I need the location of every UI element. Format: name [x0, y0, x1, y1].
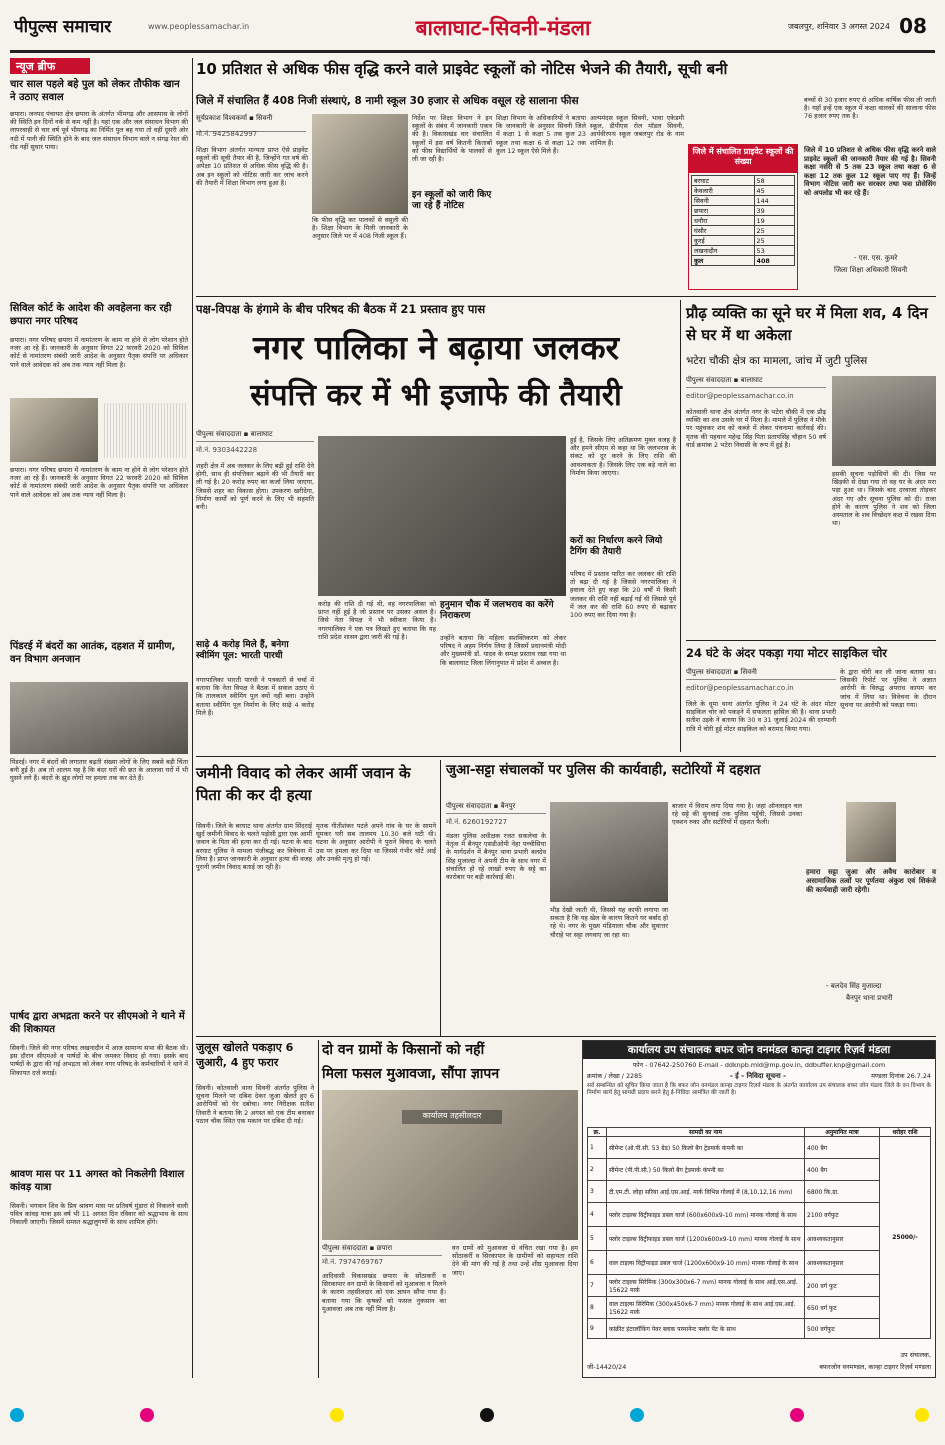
table-cell: सीमेन्ट (पी.पी.सी.) 50 किलो बैग ट्रेडमार्क कंपनी का — [607, 1159, 805, 1181]
brief-title-4[interactable]: पार्षद द्वारा अभद्रता करने पर सीएमओ ने थाने में की शिकायत — [10, 1011, 185, 1035]
lead-photo-caption: कि फीस वृद्धि कर पालकों से वसूली की है। शिक्षा विभाग के मिली जानकारी के अनुसार जिले भर में 408 निजी स्कूल हैं। — [312, 216, 408, 241]
brief-title-1[interactable]: चार साल पहले बहे पुल को लेकर तौफीक खान ने उठाए सवाल — [10, 79, 180, 103]
nagar-kicker: पक्ष-विपक्ष के हंगामे के बीच परिषद की बैठक में 21 प्रस्ताव हुए पास — [196, 302, 486, 316]
table-cell: फ्लोर टाइल्स विट्रीफाइड डबल चार्ज (1200x600x9-10 mm) मानक गोलाई के साथ — [607, 1227, 805, 1251]
table-cell: 650 वर्ग फुट — [805, 1297, 880, 1319]
nagar-sub-1: साढ़े 4 करोड़ मिले हैं, बनेगा स्वीमिंग पूल: भारती पारधी — [196, 640, 289, 661]
juloos-text: सिवनी। कोतवाली थाना सिवनी अंतर्गत पुलिस ने सूचना मिलने पर दबिश देकर जुआ खेलते हुए 6 आरोपियों को घेर दबोचा। नगर निरीक्षक सतीश तिवारी ने बताया कि 2 अगस्त को एक टीम बनाकर पठान चौक स्थित एक मकान पर दबिश दी गई। — [196, 1084, 314, 1125]
vanagram-text: आदिवासी विकासखंड छपारा के सोंठाकर्री व सिरकापार वन ग्रामों के किसानों को मुआवजा न मिलने के कारण तहसीलदार को एक ज्ञापन सौंपा गया है। बताया गया कि कृषकों को फसल नुकसान का मुआवजा अब तक नहीं मिला है। — [322, 1272, 446, 1313]
website-url[interactable]: www.peoplessamachar.in — [148, 22, 250, 31]
table-row — [692, 196, 795, 206]
nagar-headline-1[interactable]: नगर पालिका ने बढ़ाया जलकर — [252, 328, 620, 367]
lower-rule — [196, 1036, 936, 1037]
vanagram-photo-label: कार्यालय तहसीलदार — [402, 1110, 502, 1124]
brief-filler — [104, 403, 188, 458]
table-cell: 408 — [754, 256, 794, 266]
table-cell: छपारा — [692, 206, 755, 216]
brief-text-4: सिवनी। जिले की नगर परिषद लखनादौन में आज सामान्य सभा की बैठक थी। इस दौरान सीएमओ व पार्षदों के बीच जमकर विवाद हो गया। इसके बाद पार्षदों के द्वारा की गई अभद्रता को लेकर नगर परिषद के कर्मचारियों ने थाने में शिकायत दर्ज कराई। — [10, 1044, 188, 1077]
juloos-headline[interactable]: जुलूस खोलते पकड़ाए 6 जुआरी, 4 हुए फरार — [196, 1041, 294, 1069]
vridh-byline-name: पीपुल्स संवाददाता — [686, 376, 732, 384]
nagar-byline-place: बालाघाट — [250, 430, 273, 438]
table-cell: 1 — [588, 1137, 607, 1159]
table-row — [588, 1159, 931, 1181]
tender-date: मण्डला दिनांक 26.7.24 — [871, 1072, 931, 1080]
mid-rule — [196, 756, 936, 757]
table-row — [588, 1203, 931, 1227]
table-row — [692, 246, 795, 256]
page-number: 08 — [899, 14, 927, 38]
tender-notice — [582, 1040, 936, 1378]
table-row — [692, 226, 795, 236]
brief-photo-nagar-parishad — [10, 398, 98, 462]
table-cell: सिवनी — [692, 196, 755, 206]
tender-footer-right-1: उप संचालक, — [900, 1351, 931, 1359]
nagar-col-3: उन्होंने बताया कि महिला सशक्तिकरण को लेकर परिषद ने अहम निर्णय लिया है जिसमें प्रधानमंत्री मोदी और मुख्यमंत्री डॉ. यादव के समक्ष प्रस्ताव रखा गया था कि बालाघाट जिला लिंगानुपात में प्रदेश में अव्वल है। — [440, 634, 566, 667]
table-cell: 25 — [754, 236, 794, 246]
tender-intro: सर्व सम्बन्धित को सूचित किया जाता है कि बफर जोन वनमंडल कान्हा टाइगर रिज़र्व मंडला के अंतर्गत कार्यालय उप संचालक बफर जोन मंडला जिले के वन विभाग के निर्माण कार्य हेतु सामग्री प्रदाय करने हेतु ई-निविदा आमंत्रित की जाती है। — [587, 1083, 931, 1097]
zameen-text-2: मृतक गीतीशंकर पटले अपने गांव के घर के सामने घूमकर घरी सब तालमय 10.30 बजे घटी थी। घटना के अनुसार आरोपी ने पुराने विवाद के चलते उस पर हमला कर दिया था जिससे गंभीर चोटें आईं और उनकी मृत्यु हो गई। — [316, 822, 436, 863]
vanagram-photo — [322, 1090, 578, 1240]
cmyk-mark — [630, 1408, 644, 1422]
table-cell: आवश्यकतानुसार — [805, 1227, 880, 1251]
tender-contact: फोन - 07642-250760 E-mail - ddknpb.mld@mp.gov.in, ddbuffer.knp@gmail.com — [632, 1061, 886, 1069]
table-row — [588, 1251, 931, 1275]
table-cell: 200 वर्ग फुट — [805, 1275, 880, 1297]
lead-col-1: शिक्षा विभाग अंतर्गत मान्यता प्राप्त ऐसे प्राइवेट स्कूलों की सूची तैयार की है, जिन्होंने गत वर्ष की अपेक्षा 10 प्रतिशत से अधिक फीस वृद्धि की है। अब इन स्कूलों को नोटिस जारी कर जांच करने की तैयारी में शिक्षा विभाग लगा हुआ है। — [196, 146, 308, 187]
brief-title-5[interactable]: श्रावण मास पर 11 अगस्त को निकलेगी विशाल कांवड़ यात्रा — [10, 1169, 185, 1193]
table-cell: धनौरा — [692, 216, 755, 226]
nagar-right-rule — [680, 300, 681, 752]
jua-quote-box — [806, 802, 936, 1032]
table-cell: 6800 कि.ग्रा. — [805, 1181, 880, 1203]
table-row — [692, 236, 795, 246]
brief-text-3: पिंडरई। नगर में बंदरों की लगातार बढ़ती संख्या लोगों के लिए सबसे बड़ी चिंता बनी हुई है। अब तो आलम यह है कि बंदर घरों की छत के आलावा घरों में भी घुसने लगे हैं। बंदरों के झुंड लोगों पर हमला तक कर देते हैं। — [10, 758, 188, 783]
tender-ref: क्रमांक / लेखा / 2285 — [587, 1072, 643, 1080]
table-row — [588, 1181, 931, 1203]
brief-text-5: सिवनी। भगवान शिव के प्रिय श्रावण मास पर प्रतिवर्ष मुंडारा से निकलने वाली पवित्र कांवड़ यात्रा इस वर्ष भी 11 अगस्त दिन रविवार को श्रद्धाभाव के साथ निकाली जाएगी। जिसमें समस्त श्रद्धालुगणों के साथ शामिल होंगे। — [10, 1202, 188, 1227]
left-column-rule — [192, 58, 193, 1378]
table-header: सामग्री का नाम — [607, 1128, 805, 1137]
lead-col-4: शिक्षा विभाग के अधिकारियों ने बताया कि जानकारी के अनुसार सिवनी जिले में कक्षा 1 से कक्षा 5 तक कुल 23 स्कूल तथा कक्षा 6 से कक्षा 12 तक कुल 12 स्कूल ऐसे मिले हैं। — [496, 114, 586, 155]
table-cell: 7 — [588, 1275, 607, 1297]
news-brief-label: न्यूज ब्रीफ — [10, 58, 90, 74]
brand-logo: पीपुल्स समाचार — [14, 17, 112, 37]
table-cell: 45 — [754, 186, 794, 196]
nagar-byline: पीपुल्स संवाददाता ▪ बालाघाट — [196, 430, 314, 442]
table-cell: 500 वर्गफुट — [805, 1319, 880, 1339]
vanagram-byline-name: पीपुल्स संवाददाता — [322, 1244, 368, 1252]
table-row — [588, 1227, 931, 1251]
lead-note-box — [804, 146, 936, 292]
table-cell: 58 — [754, 176, 794, 186]
jua-text-2: भीड़ देखी जाती थी, जिससे यह काफी लगाया जा सकता है कि यह खेल के कारण कितने घर बर्बाद हो रहे थे। नगर के मुख्य मंडियाला चौक और सुवात्तर चौराहे पर सट्टा लगवाए जा रहा था। — [550, 906, 668, 939]
vanagram-byline-place: छपारा — [376, 1244, 393, 1252]
lead-subhead: जिले में संचालित हैं 408 निजी संस्थाएं, 8 नामी स्कूल 30 हजार से अधिक वसूल रहे सालाना फीस — [196, 95, 579, 107]
vanagram-byline: पीपुल्स संवाददाता ▪ छपारा — [322, 1244, 442, 1256]
cmyk-mark — [330, 1408, 344, 1422]
table-cell: कुल — [692, 256, 755, 266]
jua-phone: मो.नं. 6260192727 — [446, 818, 508, 826]
cmyk-mark — [10, 1408, 24, 1422]
table-cell: 5 — [588, 1227, 607, 1251]
nagar-sub-3: करों का निर्धारण करने जियो टैगिंग की तैयारी — [570, 536, 663, 557]
lead-col-3: निर्देश पर शिक्षा विभाग ने इन स्कूलों के संबंध में जानकारी एकत्र की है। विकासखंड वार संचालित स्कूलों में इस वर्ष कितनी किताबों को फीस विद्यार्थियों के पालकों से ली जा रही है। — [412, 114, 492, 164]
nagar-col-2: करोड़ की राशि दी गई थी, वह नगरपालिका को प्राप्त नहीं हुई है जो प्रस्ताव पर उसका असल है। जिसे नेता विपक्ष ने भी स्वीकार किया है। नगरपालिका ने एक पत्र लिखते हुए बताया कि यह राशि प्रदेश शासन द्वारा जारी की गई है। — [318, 600, 436, 641]
jua-quote: हमारा सट्टा जुआ और अवैध कारोबार व असामाजिक तत्वों पर पूर्णतया अंकुश एवं शिकंजे की कार्यवाही जारी रहेगी। — [806, 868, 936, 894]
nagar-headline-2[interactable]: संपत्ति कर में भी इजाफे की तैयारी — [250, 378, 622, 413]
tender-title: कार्यालय उप संचालक बफर जोन वनमंडल कान्हा टाइगर रिज़र्व मंडला — [583, 1041, 935, 1059]
table-row — [588, 1275, 931, 1297]
lead-photo-school — [312, 114, 408, 214]
jua-photo-police — [550, 802, 668, 902]
schools-table — [691, 175, 795, 266]
table-cell: केवलारी — [692, 186, 755, 196]
cmyk-mark — [790, 1408, 804, 1422]
schools-table-box — [688, 144, 798, 290]
brief-photo-monkeys — [10, 682, 188, 754]
zameen-right-rule — [440, 760, 441, 1036]
table-cell: फ्लोर टाइल्स विट्रीफाइड डबल चार्ज (600x600x9-10 mm) मानक गोलाई के साथ — [607, 1203, 805, 1227]
table-cell: 400 बैग — [805, 1159, 880, 1181]
table-cell: घंसौर — [692, 226, 755, 236]
jua-byline: पीपुल्स संवाददाता ▪ बैनपुर — [446, 802, 546, 814]
nagar-sub-2: हनुमान चौक में जलभराव का करेंगे निराकरण — [440, 600, 554, 621]
table-header: अनुमानित मात्रा — [805, 1128, 880, 1137]
motor-text: जिले के धूमा थाना अंतर्गत पुलिस ने 24 घंटे के अंदर मोटर साइकिल चोर को पकड़ने में सफलता हासिल की है। थाना प्रभारी सतीश उइके ने बताया कि 30 व 31 जुलाई 2024 की दरम्यानी रात्रि में चोरी हुई मोटर साइकिल को बरामद किया गया। — [686, 700, 836, 733]
table-cell: 2100 वर्गफुट — [805, 1203, 880, 1227]
tender-footer-left: जी-14420/24 — [587, 1363, 627, 1371]
table-header: क्र. — [588, 1128, 607, 1137]
zameen-headline[interactable]: जमीनी विवाद को लेकर आर्मी जवान के पिता की कर दी हत्या — [196, 764, 411, 804]
nagar-byline-name: पीपुल्स संवाददाता — [196, 430, 242, 438]
lead-phone: मो.नं. 9425842997 — [196, 130, 258, 138]
table-cell: 3 — [588, 1181, 607, 1203]
table-cell: 19 — [754, 216, 794, 226]
jua-quote-photo — [846, 802, 896, 862]
lead-note-sign: - एस. एस. कुमरे — [854, 254, 898, 262]
schools-table-title: जिले में संचालित प्राइवेट स्कूलों की संख्या — [689, 145, 797, 173]
lead-headline[interactable]: 10 प्रतिशत से अधिक फीस वृद्धि करने वाले प्राइवेट स्कूलों को नोटिस भेजने की तैयारी, सूची बनी — [196, 60, 728, 78]
table-cell: 39 — [754, 206, 794, 216]
brief-text-1: छपारा। जनपद पंचायत क्षेत्र छपारा के अंतर्गत भीमगढ़ और आसपास के लोगों की स्थिति इन दिनों नर्क से कम नहीं है। यहां एक और जल संसाधन विभाग की लापरवाही से चार वर्ष पूर्व भीमगढ़ का निर्मित पुल बह गया तो वहीं दूसरी ओर नदी में पानी की स्थिति होने के बाद जल संसाधन विभाग वाले न संगढ़ रेस्त की रोड नहीं सुधार पाया। — [10, 110, 188, 151]
table-header-row — [588, 1128, 931, 1137]
cmyk-mark — [480, 1408, 494, 1422]
nagar-col-1: शहरी क्षेत्र में अब जलकर के लिए बढ़ी हुई राशि देने होगी, साथ ही संपत्तिकर बढ़ाने की भी तैयारी कर ली गई है। 20 करोड़ रुपए का कर्जा लिया जाएगा, जिससे शहर का विकास होगा। उपकरण खरीदेगा, निर्माण कार्यों को पूर्ण करने के लिए भी सहमति बनी। — [196, 462, 314, 512]
table-cell: टी.एम.टी. लोहा सरिया आई.एस.आई. मार्क विभिन्न गोलाई में (8,10,12,16 mm) — [607, 1181, 805, 1203]
table-cell: बरघाट — [692, 176, 755, 186]
cmyk-mark — [140, 1408, 154, 1422]
nagar-col-4b: परिषद में प्रस्ताव पारित कर जलकर की राशि तो बढ़ा दी गई है जिससे नगरपालिका ने हवाला देते हुए कहा कि 20 वर्षों में किसी जलकर की राशि नहीं बढ़ाई गई थी जिससे पूर्व में जल कर की राशि 60 रुपए से बढ़ाकर 100 रुपए कर दिया गया है। — [570, 570, 676, 620]
nagar-col-4: हुई है, जिसके लिए अतिक्रमण मुक्त वजह है और हमने सीएम से कहा था कि जलभराव के संकट को दूर करने के लिए राशि की आवश्यकता है। जिसके लिए एक बड़े नाले का निर्माण किया जाएगा। — [570, 436, 676, 477]
table-row — [588, 1137, 931, 1159]
brief-title-2[interactable]: सिविल कोर्ट के आदेश की अवहेलना कर रही छपारा नगर परिषद — [10, 303, 172, 327]
table-row — [692, 256, 795, 266]
motor-byline: पीपुल्स संवाददाता ▪ सिवनी — [686, 668, 836, 680]
lead-col-5: अल्पमंदस स्कूल सिवनी, भावा एकेडमी स्कूल, डीपीएस रोल मॉडल सिवनी, आर्यवीरपथ स्कूल जबलपुर रोड के नाम शामिल हैं। — [590, 114, 684, 147]
jua-text-3: बाजार में विराम लगा दिया गया है। जहां ऑनलाइन चल रहे सट्टे की सुनवाई तक पुलिस पहुँची, जिससे उनका एक्शन रुका और सटोरियों में दहशत फैली। — [672, 802, 802, 827]
nagar-phone: मो.नं. 9303442228 — [196, 446, 258, 454]
motor-headline[interactable]: 24 घंटे के अंदर पकड़ा गया मोटर साइकिल चोर — [686, 646, 888, 660]
jua-byline-name: पीपुल्स संवाददाता — [446, 802, 492, 810]
table-cell: 53 — [754, 246, 794, 256]
vridh-byline-place: बालाघाट — [740, 376, 763, 384]
deposit-cell: 25000/- — [880, 1137, 931, 1339]
table-row — [692, 176, 795, 186]
tender-table — [587, 1127, 931, 1339]
jua-quote-sign: - बलदेव सिंह मुजाल्दा — [826, 982, 882, 990]
table-row — [588, 1297, 931, 1319]
table-cell: कांक्रीट इंटरलॉकिंग पेवर ब्लाक परमानेन्ट फ्लोर पेंट के साथ — [607, 1319, 805, 1339]
table-cell: 25 — [754, 226, 794, 236]
nagar-col-1b: नगरपालिका भारती पारधी ने पत्रकारों से चर्चा में बताया कि नेता विपक्ष ने बैठक में सवाल उठाए थे कि तालकाल स्वीमिंग पूल क्यों नहीं बना। उन्होंने बताया स्वीमिंग पूल निर्माण के लिए साढ़े 4 करोड़ मिले हैं। — [196, 676, 314, 717]
table-cell: 2 — [588, 1159, 607, 1181]
motor-byline-name: पीपुल्स संवाददाता — [686, 668, 732, 676]
vridh-photo — [832, 376, 936, 466]
vridh-byline: पीपुल्स संवाददाता ▪ बालाघाट — [686, 376, 826, 388]
lead-note-sign2: जिला शिक्षा अधिकारी सिवनी — [834, 266, 908, 274]
vanagram-phone: मो.नं. 7974769767 — [322, 1258, 384, 1266]
table-cell: वाल टाइल्स सिरेमिक (300x450x6-7 mm) मानक गोलाई के साथ आई.एस.आई. 15622 मार्क — [607, 1297, 805, 1319]
table-row — [692, 186, 795, 196]
tender-footer-right-2: बफरजोन वनमण्डल, कान्हा टाइगर रिज़र्व मण्डला — [819, 1363, 931, 1371]
lead-bottom-rule — [196, 296, 936, 297]
vridh-bottom-rule — [686, 640, 936, 641]
issue-date: जबलपुर, शनिवार 3 अगस्त 2024 — [788, 22, 890, 31]
vridh-email: editor@peoplessamachar.co.in — [686, 392, 794, 400]
lead-byline: सूर्यप्रकाश विश्वकर्मा ▪ सिवनी — [196, 114, 306, 132]
vridh-headline[interactable]: प्रौढ़ व्यक्ति का सूने घर में मिला शव, 4 दिन से घर में था अकेला — [686, 304, 928, 344]
header-rule — [10, 50, 935, 53]
vridh-subhead: भटेरा चौकी क्षेत्र का मामला, जांच में जुटी पुलिस — [686, 355, 868, 367]
jua-headline[interactable]: जुआ-सट्टा संचालकों पर पुलिस की कार्यवाही, सटोरियों में दहशत — [446, 762, 761, 778]
table-cell: कुरई — [692, 236, 755, 246]
region-banner: बालाघाट-सिवनी-मंडला — [415, 15, 591, 40]
jua-text: मंडला पुलिस अधीक्षक रजत सकलेचा के नेतृत्व में बैनपुर एसडीओपी नेहा पच्चीसिया के मार्गदर्शन में बैनपुर थाना प्रभारी बलदेव सिंह मुजाल्दा ने अपनी टीम के साथ नगर में संचालित हो रहे लाखों रुपए के सट्टे का कारोबार पर बड़ी कार्रवाई की। — [446, 832, 546, 882]
vridh-text: कोतवाली थाना क्षेत्र अंतर्गत नगर के भटेरा चौकी में एक प्रौढ़ व्यक्ति का शव उसके घर में मिला है। मामले में पुलिस ने मौके पर पहुंचकर शव को कब्जे में लेकर पंचनामा कार्रवाई की। मृतक की पहचान महेन्द्र सिंह पिता प्रतापसिंह चौहान 50 वर्ष वार्ड क्रमांक 2 भटेरा निवासी के रूप में हुई है। — [686, 408, 826, 449]
cmyk-mark — [915, 1408, 929, 1422]
juloos-right-rule — [318, 1040, 319, 1378]
table-cell: सीमेन्ट (ओ.पी.सी. 53 ग्रेड) 50 किलो बैग ट्रेडमार्क कंपनी का — [607, 1137, 805, 1159]
brief-title-3[interactable]: पिंडरई में बंदरों का आतंक, दहशत में ग्रामीण, वन विभाग अनजान — [10, 641, 176, 665]
jua-byline-place: बैनपुर — [500, 802, 516, 810]
table-cell: 400 बैग — [805, 1137, 880, 1159]
table-cell: 8 — [588, 1297, 607, 1319]
table-cell: वाल टाइल्स विट्रीफाइड डबल चार्ज (1200x600x9-10 mm) मानक गोलाई के साथ — [607, 1251, 805, 1275]
table-header: धरोहर राशि — [880, 1128, 931, 1137]
table-cell: 9 — [588, 1319, 607, 1339]
zameen-text: सिवनी। जिले के बरघाट थाना अंतर्गत ग्राम सिंदराई खुर्द जमीनी विवाद के चलते पड़ोसी द्वारा एक आर्मी जवान के पिता की हत्या कर दी गई। घटना के बाद बरघाट पुलिस ने मामला पंजीबद्ध कर विवेचना में लिया है। प्राप्त जानकारी के अनुसार हत्या की वजह पुरानी जमीन विवाद बताई जा रही है। — [196, 822, 312, 872]
news-brief-column — [10, 58, 188, 1378]
vanagram-headline-1[interactable]: दो वन ग्रामों के किसानों को नहीं — [322, 1042, 485, 1058]
nagar-photo-meeting — [318, 436, 566, 596]
motor-byline-place: सिवनी — [740, 668, 757, 676]
lead-byline-name: सूर्यप्रकाश विश्वकर्मा — [196, 114, 247, 122]
jua-quote-sign2: बैनपुर थाना प्रभारी — [846, 994, 893, 1002]
vanagram-text-2: वन ग्रामों को मुआवजा से वंचित रखा गया है। हम सोंठाकर्री व सिरकापार के ग्रामीणों को सहायता राशि देने की मांग की गई है तथा उन्हें शीघ्र मुआवजा दिया जाए। — [452, 1244, 578, 1277]
lead-sub-2: इन स्कूलों को जारी किए जा रहे हैं नोटिस — [412, 190, 492, 211]
motor-email: editor@peoplessamachar.co.in — [686, 684, 794, 692]
table-cell: फ्लोर टाइल्स सिरेमिक (300x300x6-7 mm) मानक गोलाई के साथ आई.एस.आई. 15622 मार्क — [607, 1275, 805, 1297]
table-row — [588, 1319, 931, 1339]
table-cell: 4 — [588, 1203, 607, 1227]
vridh-text-2: इसकी सूचना पड़ोसियों की दी। जिस पर खिड़की से देखा गया तो वह घर के अंदर मरा पड़ा हुआ था। जिसके बाद दरवाजा तोड़कर अंदर गए और सूचना पुलिस को दी। राजा होने के कारण पुलिस ने शव को जिला अस्पताल के शव विच्छेदन कक्ष में रखवा दिया था। — [832, 470, 936, 528]
lead-note: जिले में 10 प्रतिशत से अधिक फीस वृद्धि करने वाले प्राइवेट स्कूलों की जानकारी तैयार की गई है। सिवनी कक्षा नर्सरी से 5 तक 23 स्कूल तथा कक्षा 6 से कक्षा 12 तक कुल 12 स्कूल पाए गए हैं। जिन्हें विभाग नोटिस जारी कर सरकार तथा फस प्रोसेसिंग को अपलोड भी कर रहे हैं। — [804, 146, 936, 197]
lead-col-6: बच्चों से 30 हजार रुपए से अधिक वार्षिक फीस ली जाती है। यहाँ इन्हें एक स्कूल में कक्षा वालकों की सालाना फीस 76 हजार रुपए तक है। — [804, 96, 936, 121]
tender-subtitle: - ई - निविदा सूचना - — [729, 1072, 787, 1080]
lead-byline-place: सिवनी — [256, 114, 273, 122]
table-cell: 144 — [754, 196, 794, 206]
table-cell: 6 — [588, 1251, 607, 1275]
motor-text-2: के द्वारा चोरी कर ली जाना बताया था। जिसकी रिपोर्ट पर पुलिस ने अज्ञात आरोपी के विरुद्ध अपराध कायम कर जांच में लिया था। विवेचना के दौरान सूचना पर आरोपी को पकड़ा गया। — [840, 668, 936, 709]
table-row — [692, 206, 795, 216]
vanagram-headline-2[interactable]: मिला फसल मुआवजा, सौंपा ज्ञापन — [322, 1066, 500, 1082]
masthead — [0, 0, 945, 52]
print-color-bar — [10, 1400, 935, 1430]
brief-text-2: छपारा। नगर परिषद छपारा में नामांतरण के काम ना होने से लोग परेशान होते नजर आ रहे हैं। जानकारी के अनुसार विगत 22 फरवरी 2020 को सिविल कोर्ट से नामांतरण संबंधी जारी आदेश के अनुसार पैतृक संपत्ति पर अधिकार पाने वाले आवेदक को अब तक न्याय नहीं मिला है। — [10, 336, 188, 369]
table-cell: आवश्यकतानुसार — [805, 1251, 880, 1275]
brief-text-2b: छपारा। नगर परिषद छपारा में नामांतरण के काम ना होने से लोग परेशान होते नजर आ रहे हैं। जानकारी के अनुसार विगत 22 फरवरी 2020 को सिविल कोर्ट से नामांतरण संबंधी जारी आदेश के अनुसार पैतृक संपत्ति पर अधिकार पाने वाले आवेदक को अब तक न्याय नहीं मिला है। — [10, 466, 188, 499]
table-cell: लखनादौन — [692, 246, 755, 256]
table-row — [692, 216, 795, 226]
